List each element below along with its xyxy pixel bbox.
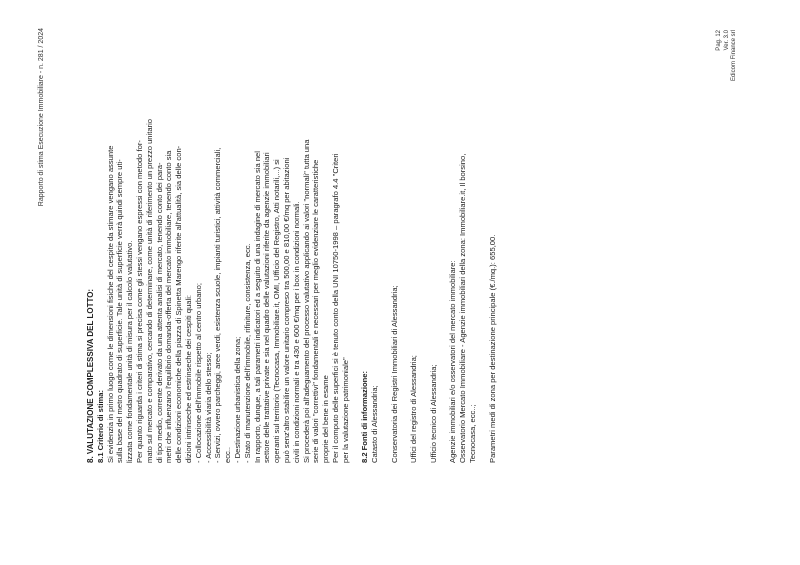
text-line: - Collocazione dell'immobile rispetto al centro urbano; [193, 283, 203, 463]
report-header: Rapporto di stima Esecuzione Immobiliare - n. 281 / 2024 [38, 28, 45, 207]
page-content [86, 58, 497, 463]
text-line: proprie del bene in esame [321, 375, 331, 463]
source-parametri: Parametri medi di zona per destinazione principale (€./mq.): 655,00. [487, 234, 497, 463]
text-line: dizioni intrinseche ed estrinseche dei cespiti quali: [183, 294, 193, 463]
section-title: 8. VALUTAZIONE COMPLESSIVA DEL LOTTO: [86, 288, 95, 463]
text-line: lizzata come fondamentale unità di misura per il calcolo valutativo. [125, 240, 135, 463]
text-line: settore delle trattative private e sia nel quadro delle valutazioni riferite da agenzie immobiliari [262, 152, 272, 463]
source-agenzie-line-3: Tecnocasa, ecc..; [468, 404, 478, 463]
criteria-paragraph [106, 58, 351, 463]
text-line: per la valutazione patrimoniale" [340, 357, 350, 463]
text-line: - Stato di manutenzione dell'immobile, rifiniture, consistenza, ecc. [242, 243, 252, 463]
source-ufficio-tecnico: Ufficio tecnico di Alessandria; [428, 364, 438, 463]
source-conservatoria: Conservatoria dei Registri Immobiliari di Alessandria; [389, 285, 399, 463]
subsection-sources-title: 8.2 Fonti di informazione: [360, 371, 370, 463]
text-line: In rapporto, dunque, a tali parametri indicatori ed a seguito di una indagine di mercato sia nel [252, 151, 262, 463]
subsection-criteria-title: 8.1 Criterio di stima: [95, 389, 105, 463]
source-agenzie-line-1: Agenzie immobiliari e/o osservatori del mercato immobiliare: [448, 260, 458, 463]
text-line: metri che influenzano l'equilibrio domanda-offerta del mercato immobiliare, tenendo conto sia [164, 150, 174, 463]
text-line: Si procederà poi all'adeguamento del processo valutativo applicando ai valori "normali" tutta una [301, 139, 311, 463]
text-line: mato sul mercato e comparativo, cercando di determinare, come unità di riferimento un prezzo unitario [144, 119, 154, 463]
text-line: di tipo medio, corrente derivato da una attenta analisi di mercato, tenendo conto dei para- [154, 162, 164, 463]
publisher: Edicom Finance srl [731, 30, 737, 82]
text-line: sulla base del metro quadrato di superficie. Tale unità di superficie verrà quindi sempre uti- [115, 159, 125, 463]
text-line: ecc.. [223, 446, 233, 463]
text-line: Per il computo delle superfici si è tenuto conto della UNI 10750-1998 – paragrafo 4.4 "Criteri [330, 153, 340, 463]
text-line: - Servizi, ovvero parcheggi, aree verdi, esistenza scuole, impianti turistici, attività commerciali, [213, 147, 223, 463]
version: Ver. 3.0 [723, 30, 730, 51]
source-catasto: Catasto di Alessandria; [370, 385, 380, 463]
page-footer [716, 30, 739, 81]
text-line: serie di valori "correttivi" fondamentali e necessari per meglio evidenziare le caratteristiche [311, 159, 321, 463]
text-line: Per quanto riguarda i criteri di stima si precisa come gli stessi vengano espressi con metodo for- [134, 140, 144, 463]
text-line: delle condizioni economiche della piazza di Spinetta Marengo riferite all'attualità, sia delle con- [174, 145, 184, 463]
text-line: - Accessibilità viaria dello stesso; [203, 352, 213, 463]
text-line: Si evidenzia in primo luogo come le dimensioni fisiche del cespite da stimare vengano assunte [105, 145, 115, 463]
text-line: può senz'altro stabilire un valore unitario compreso tra 500,00 e 810,00 €/mq per abitazioni [281, 157, 291, 463]
text-line: operanti sul territorio (Tecnocasa, Immobiliare.it, OMI, Ufficio del Registro, Atti notarili,...) si [272, 159, 282, 463]
source-agenzie-line-2: Osservatorio Mercato Immobiliare - Agenzie immobiliari della zona: Immobiliare.it, Il borsino, [458, 153, 468, 463]
text-line: - Destinazione urbanistica della zona; [232, 336, 242, 463]
page-number: Pag. 12 [716, 30, 722, 51]
source-registro: Uffici del registro di Alessandria; [409, 355, 419, 463]
text-line: civili in condizioni normali e tra 430 e 600 €/mq per i box in condizioni normali. [291, 201, 301, 463]
